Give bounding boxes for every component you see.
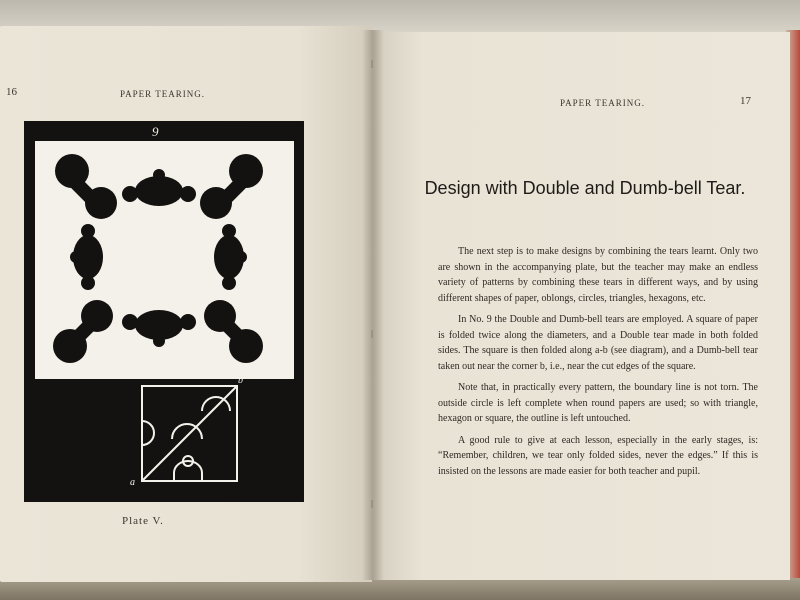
- right-running-header: PAPER TEARING.: [560, 98, 646, 108]
- left-running-header: PAPER TEARING.: [120, 89, 206, 99]
- book-gutter: [362, 30, 384, 580]
- plate-illustration: [24, 121, 304, 502]
- fold-diagram: [142, 386, 237, 481]
- binding-stitch: [371, 500, 373, 508]
- diagram-label-a: a: [130, 477, 135, 488]
- diagram-label-b: b: [238, 375, 243, 386]
- binding-stitch: [371, 60, 373, 68]
- plate-artwork: [24, 121, 304, 502]
- paragraph: A good rule to give at each lesson, especially in the early stages, is: “Remember, children, we tear only folded sides, never the edges.” If this is insisted on the lessons are made easier for both teacher and pupil.: [438, 434, 758, 477]
- paragraph: Note that, in practically every pattern, the boundary line is not torn. The outside circle is left complete when round papers are used; so with triangle, hexagon or square, the outline is left untouched.: [438, 382, 758, 424]
- left-folio: 16: [6, 86, 17, 98]
- paragraph: In No. 9 the Double and Dumb-bell tears are employed. A square of paper is folded twice along the diameters, and a Double tear made in both folded sides. The square is then folded along a-b (see diagram), and a Dumb-bell tear taken out near the corner b, i.e., near the cut edges of the square.: [438, 314, 758, 372]
- paragraph: The next step is to make designs by combining the tears learnt. Only two are shown in the accompanying plate, but the teacher may make an endless variety of patterns by combining these tears in different ways, and by using different shapes of paper, oblongs, circles, triangles, hexagons, etc.: [438, 246, 758, 304]
- right-folio: 17: [740, 95, 751, 107]
- plate-caption: Plate V.: [122, 515, 164, 527]
- body-text: [438, 244, 758, 485]
- plate-number: 9: [152, 124, 159, 139]
- binding-stitch: [371, 330, 373, 338]
- section-title: Design with Double and Dumb-bell Tear.: [424, 178, 746, 198]
